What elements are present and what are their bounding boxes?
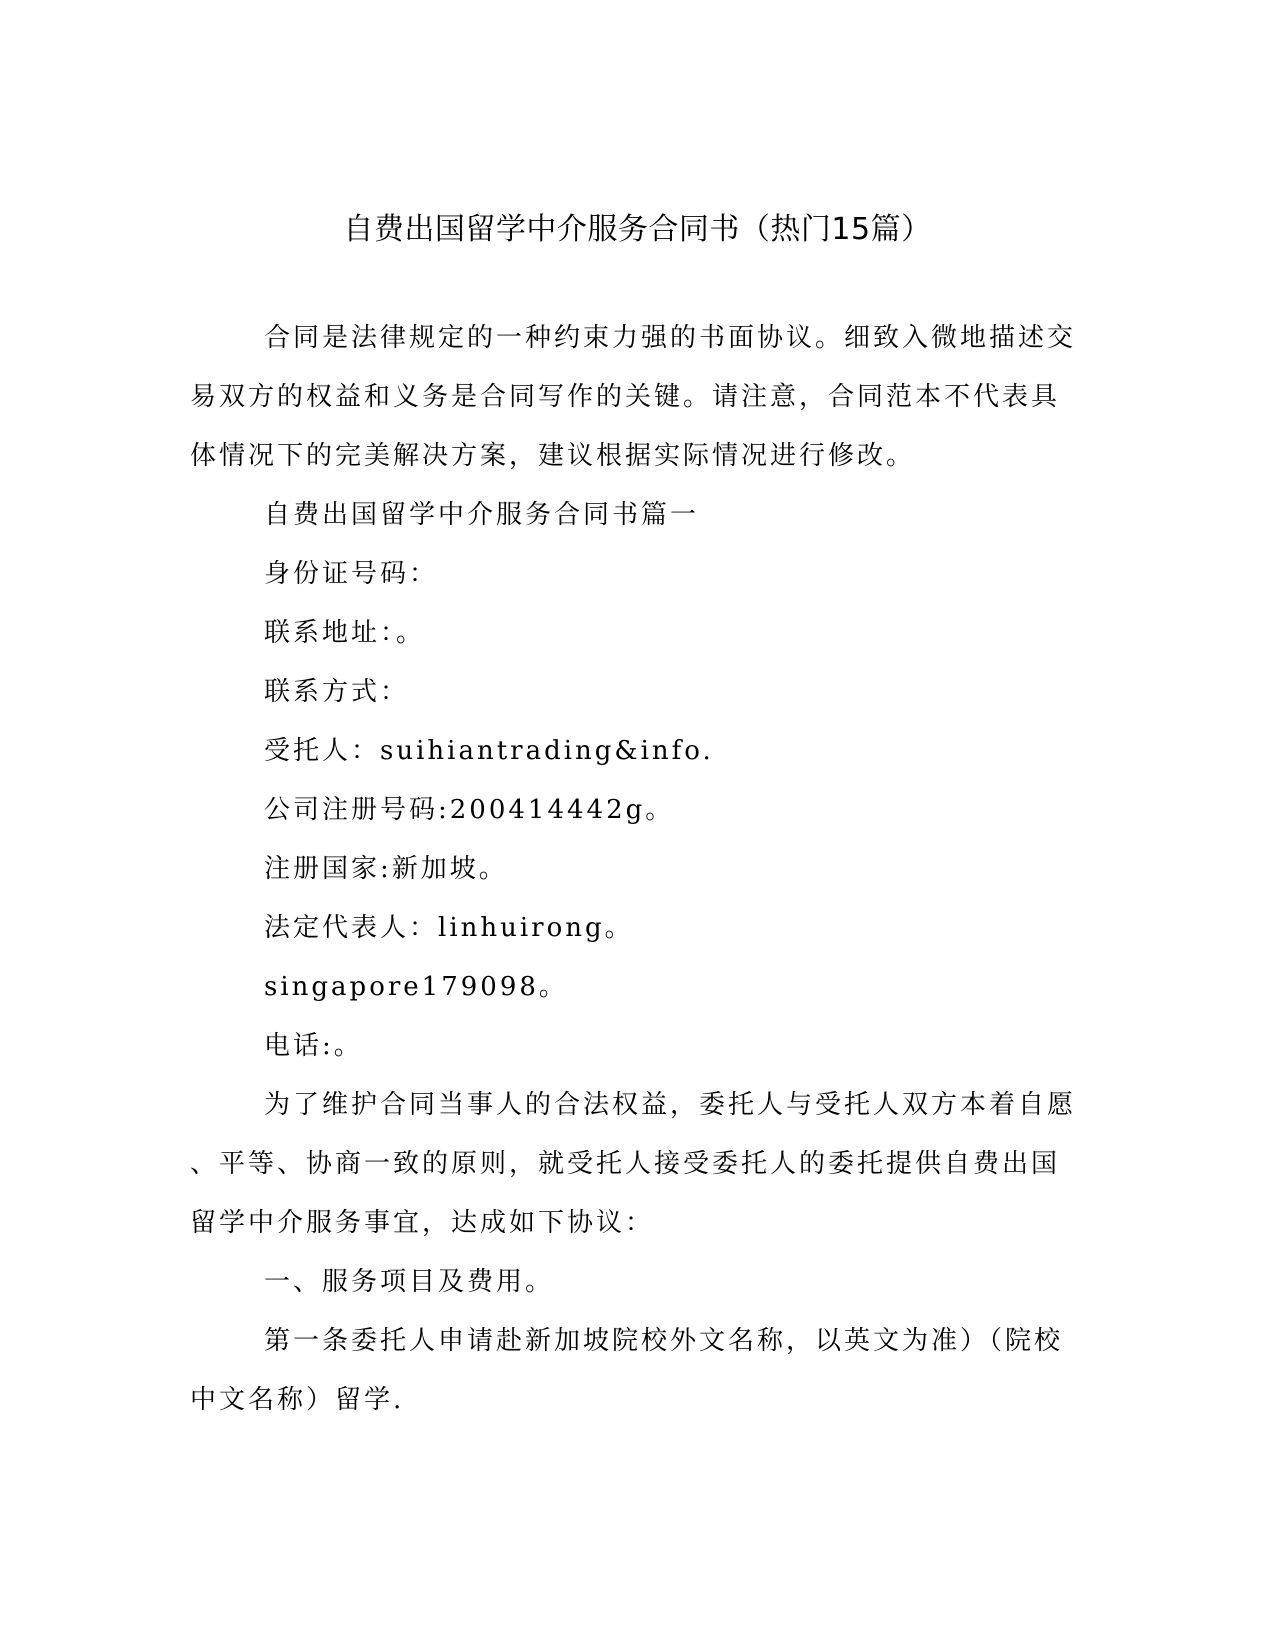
intro-line-1: 合同是法律规定的一种约束力强的书面协议。细致入微地描述交 (264, 323, 1077, 353)
registration-country-field: 注册国家:新加坡。 (264, 854, 508, 884)
contact-method-field: 联系方式： (264, 677, 410, 707)
clause-heading: 一、服务项目及费用。 (264, 1267, 555, 1297)
postcode-line: singapore179098。 (264, 972, 568, 1002)
preamble-line-3: 留学中介服务事宜，达成如下协议： (190, 1208, 655, 1238)
company-registration-field: 公司注册号码:200414442g。 (264, 795, 675, 825)
contact-address-field: 联系地址：。 (264, 618, 426, 648)
preamble-line-2: 、平等、协商一致的原则，就受托人接受委托人的委托提供自费出国 (190, 1149, 1061, 1179)
preamble-line-1: 为了维护合同当事人的合法权益，委托人与受托人双方本着自愿 (264, 1090, 1077, 1120)
document-title: 自费出国留学中介服务合同书（热门15篇） (343, 212, 932, 247)
intro-line-2: 易双方的权益和义务是合同写作的关键。请注意，合同范本不代表具 (190, 382, 1061, 412)
article-one-line-1: 第一条委托人申请赴新加坡院校外文名称，以英文为准）（院校 (264, 1326, 1064, 1356)
id-number-field: 身份证号码： (264, 559, 439, 589)
trustee-field: 受托人：suihiantrading&info. (264, 736, 714, 766)
section-title: 自费出国留学中介服务合同书篇一 (264, 500, 700, 530)
legal-representative-field: 法定代表人：linhuirong。 (264, 913, 634, 943)
phone-field: 电话:。 (264, 1031, 363, 1061)
intro-line-3: 体情况下的完美解决方案，建议根据实际情况进行修改。 (190, 441, 916, 471)
article-one-line-2: 中文名称）留学. (190, 1385, 405, 1415)
